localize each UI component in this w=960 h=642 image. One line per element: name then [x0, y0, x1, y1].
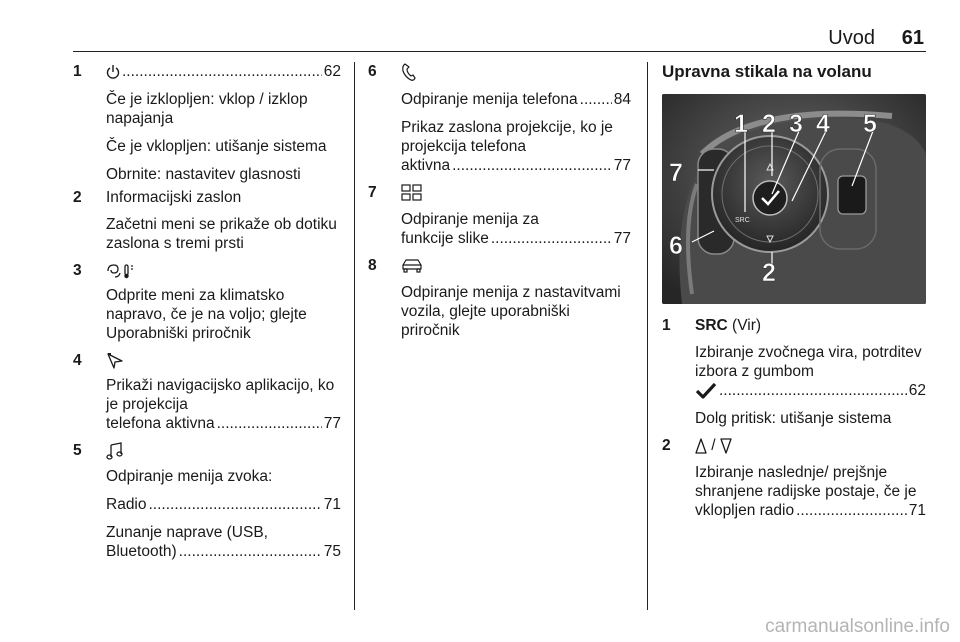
src-button-label: SRC	[735, 217, 750, 224]
entry-number: 6	[368, 63, 377, 80]
entry-8	[368, 256, 631, 340]
page-ref[interactable]: 71	[323, 496, 341, 513]
page-ref[interactable]: 84	[613, 91, 631, 108]
entry-number: 1	[73, 63, 82, 80]
src-label: SRC	[695, 317, 728, 334]
entry-number: 2	[73, 189, 82, 206]
entry-text: Odpiranje menija z nastavitvami vozila, glejte uporabniški priročnik	[401, 284, 621, 339]
entry-text: Odpiranje menija zvoka:	[106, 468, 273, 485]
entry-text: Izbiranje zvočnega vira, potrditev izbora z gumbom	[695, 344, 922, 380]
entry-text: Odpiranje menija telefona	[401, 91, 578, 108]
page-number: 61	[901, 27, 924, 49]
watermark: carmanualsonline.info	[765, 616, 950, 637]
entry-text: Začetni meni se prikaže ob dotiku zaslona s tremi prsti	[106, 216, 337, 252]
triangle-down-icon	[720, 438, 732, 454]
entry-text: Odpiranje menija za	[401, 211, 539, 228]
page-ref[interactable]: 62	[908, 382, 926, 399]
entry-3	[73, 261, 341, 343]
entry-text: Odprite meni za klimatsko napravo, če je na voljo; glejte Uporabniški priročnik	[106, 287, 307, 342]
steering-wheel-photo	[662, 94, 926, 304]
power-icon	[106, 64, 120, 80]
steering-wheel-illustration	[662, 94, 926, 304]
triangle-up-icon	[695, 438, 707, 454]
entry-text: aktivna	[401, 157, 451, 174]
callout-1: 1	[734, 110, 748, 138]
separator: /	[707, 437, 720, 454]
column-divider-1	[354, 62, 355, 610]
entry-text: Informacijski zaslon	[106, 189, 242, 206]
entry-2	[73, 188, 341, 253]
header-rule	[73, 51, 926, 52]
page-ref[interactable]: 77	[613, 230, 631, 247]
callout-2: 2	[762, 110, 776, 138]
section-title: Upravna stikala na volanu	[662, 62, 872, 81]
car-icon	[401, 257, 423, 275]
apps-grid-icon	[401, 184, 423, 202]
entry-text: vklopljen radio	[695, 502, 795, 519]
page-ref[interactable]: 71	[908, 502, 926, 519]
entry-number: 5	[73, 442, 82, 459]
climate-icon	[106, 262, 136, 280]
entry-7	[368, 183, 631, 248]
entry-1	[73, 62, 341, 184]
callout-3: 3	[789, 110, 803, 138]
column-1	[73, 62, 341, 570]
entry-text: Prikaži navigacijsko aplikacijo, ko je projekcija	[106, 377, 335, 413]
entry-text: telefona aktivna	[106, 415, 215, 432]
entry-number: 3	[73, 262, 82, 279]
control-entry-1	[662, 316, 926, 428]
page-ref[interactable]: 62	[323, 63, 341, 80]
entry-text: Izbiranje naslednje/ prejšnje shranjene radijske postaje, če je	[695, 464, 917, 500]
entry-text: Obrnite: nastavitev glasnosti	[106, 166, 301, 183]
entry-5	[73, 441, 341, 561]
entry-text: Dolg pritisk: utišanje sistema	[695, 410, 892, 427]
entry-number: 7	[368, 184, 377, 201]
column-2	[368, 62, 631, 349]
entry-6	[368, 62, 631, 175]
music-icon	[106, 441, 124, 461]
callout-6: 6	[669, 232, 683, 260]
page-ref[interactable]: 77	[323, 415, 341, 432]
entry-number: 2	[662, 437, 671, 454]
checkmark-icon	[695, 382, 717, 400]
entry-text: Radio	[106, 496, 147, 513]
entry-text: Prikaz zaslona projekcije, ko je projekcija telefona	[401, 119, 613, 155]
page-ref[interactable]: 77	[613, 157, 631, 174]
entry-text: Če je izklopljen: vklop / izklop napajanja	[106, 91, 308, 127]
navigation-icon	[106, 352, 124, 370]
entry-number: 1	[662, 317, 671, 334]
entry-number: 8	[368, 257, 377, 274]
src-suffix: (Vir)	[727, 317, 762, 334]
callout-7: 7	[669, 159, 683, 187]
entry-number: 4	[73, 352, 82, 369]
column-divider-2	[647, 62, 648, 610]
entry-text: Bluetooth)	[106, 543, 177, 560]
callout-4: 4	[816, 110, 830, 138]
column-3	[662, 62, 926, 529]
entry-text: Zunanje naprave (USB,	[106, 524, 268, 541]
phone-icon	[401, 62, 417, 82]
entry-4	[73, 351, 341, 433]
callout-2-lower: 2	[762, 259, 776, 287]
page-ref[interactable]: 75	[323, 543, 341, 560]
callout-5: 5	[863, 110, 877, 138]
entry-text: Če je vklopljen: utišanje sistema	[106, 138, 327, 155]
header-title: Uvod	[828, 27, 875, 49]
control-entry-2	[662, 436, 926, 520]
entry-text: funkcije slike	[401, 230, 489, 247]
